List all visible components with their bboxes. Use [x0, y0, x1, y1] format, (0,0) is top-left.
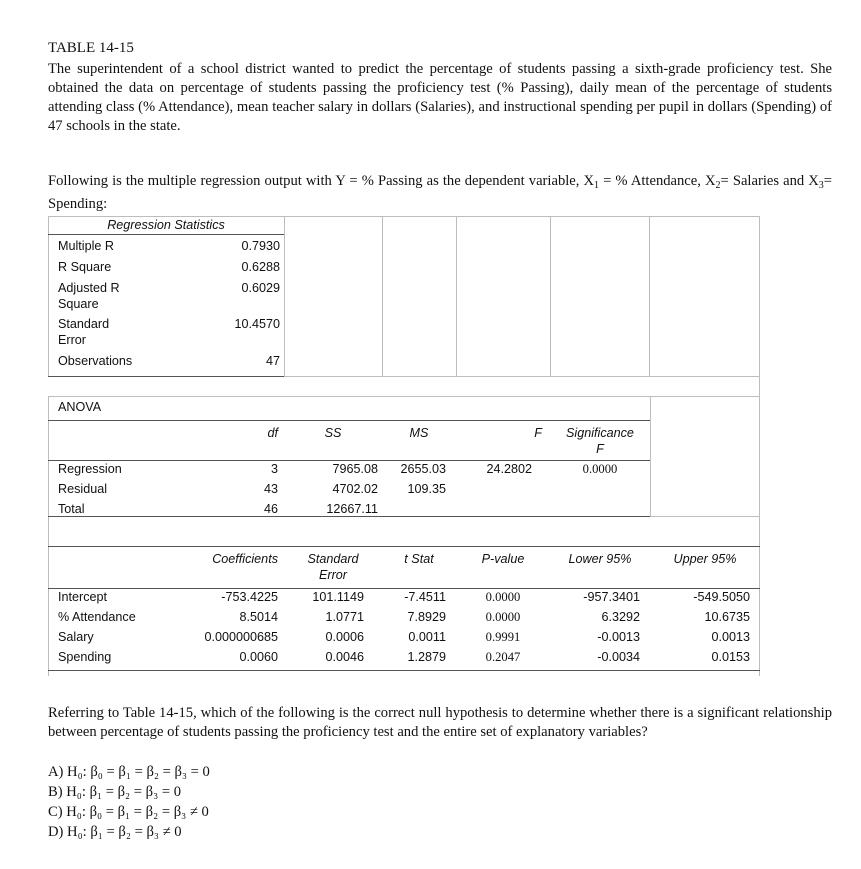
table-title: TABLE 14-15	[48, 40, 134, 56]
anova-df: 46	[263, 502, 278, 516]
note-part2: = % Attendance, X	[599, 173, 716, 189]
option-a[interactable]: A) H₀: β₀ = β₁ = β₂ = β₃ = 0	[48, 764, 210, 780]
coef-lower95: -957.3401	[583, 590, 640, 604]
question-text: Referring to Table 14-15, which of the following is the correct null hypothesis to determine whether there is a significant relationship between percentage of students passing the proficiency test and the entire set of explanatory variables?	[48, 705, 832, 740]
coef-pvalue: 0.0000	[485, 610, 521, 624]
grid-vline	[550, 216, 551, 376]
grid-hline	[650, 516, 760, 517]
regression-output-table	[48, 216, 760, 676]
grid-hline	[48, 460, 650, 461]
coef-pvalue: 0.0000	[485, 590, 521, 604]
reg-stat-label: Adjusted R	[58, 281, 120, 295]
reg-stat-label: R Square	[58, 260, 112, 274]
grid-vline	[650, 396, 651, 516]
anova-f: 24.2802	[486, 462, 532, 476]
anova-header-f: F	[534, 426, 542, 440]
reg-stat-label: Observations	[58, 354, 133, 368]
coef-pvalue: 0.2047	[485, 650, 521, 664]
anova-label: ANOVA	[58, 400, 102, 414]
note-sub1: 1	[594, 180, 600, 191]
intro-paragraph: The superintendent of a school district wanted to predict the percentage of students passing a sixth-grade proficiency test. She obtained the data on percentage of students passing the proficiency test (% Passing), daily mean of the percentage of students attending class (% Attendance), mean teacher salary in dollars (Salaries), and instructional spending per pupil in dollars (Spending) of 47 schools in the state.	[48, 61, 832, 134]
anova-source: Regression	[58, 462, 122, 476]
grid-vline	[456, 216, 457, 376]
coef-se: 0.0046	[325, 650, 364, 664]
reg-stat-label-line2: Error	[58, 333, 86, 347]
grid-vline	[48, 546, 49, 676]
reg-stat-label-line2: Square	[58, 297, 99, 311]
anova-ss: 12667.11	[326, 502, 378, 516]
coef-se: 0.0006	[325, 630, 364, 644]
coef-se: 101.1149	[312, 590, 364, 604]
grid-hline	[48, 670, 760, 671]
coef-value: -753.4225	[221, 590, 278, 604]
option-d[interactable]: D) H₀: β₁ = β₂ = β₃ ≠ 0	[48, 824, 182, 840]
coef-pvalue: 0.9991	[485, 630, 521, 644]
coef-se: 1.0771	[325, 610, 364, 624]
coef-upper95: 0.0153	[711, 650, 750, 664]
grid-hline	[48, 376, 284, 377]
coef-lower95: 6.3292	[601, 610, 640, 624]
grid-hline	[48, 420, 650, 421]
coef-name: Spending	[58, 650, 112, 664]
anova-ss: 4702.02	[332, 482, 378, 496]
note-sub3: 3	[818, 180, 824, 191]
anova-significance: 0.0000	[582, 462, 618, 476]
coef-header-lower95: Lower 95%	[568, 552, 632, 566]
coef-tstat: 0.0011	[408, 630, 446, 644]
coef-upper95: -549.5050	[693, 590, 750, 604]
anova-header-ms: MS	[409, 426, 429, 440]
note-sub2: 2	[715, 180, 721, 191]
anova-df: 43	[263, 482, 278, 496]
coef-tstat: 1.2879	[407, 650, 446, 664]
reg-stat-value: 0.7930	[241, 239, 280, 253]
reg-stat-value: 10.4570	[234, 317, 280, 331]
coef-value: 8.5014	[239, 610, 278, 624]
grid-hline	[48, 546, 760, 547]
coef-upper95: 0.0013	[711, 630, 750, 644]
regression-note	[48, 172, 832, 214]
coef-header-coefficients: Coefficients	[212, 552, 278, 566]
coef-header-pvalue: P-value	[481, 552, 525, 566]
coef-upper95: 10.6735	[704, 610, 750, 624]
reg-stats-header: Regression Statistics	[107, 218, 225, 232]
coef-header-standard: Standard	[307, 552, 359, 566]
coef-name: Salary	[58, 630, 94, 644]
coef-header-error: Error	[319, 568, 347, 582]
anova-header-significance: Significance	[566, 426, 634, 440]
note-part4: = Spending:	[48, 173, 833, 212]
coef-value: 0.000000685	[204, 630, 278, 644]
anova-source: Total	[58, 502, 85, 516]
coef-header-tstat: t Stat	[404, 552, 434, 566]
reg-stat-label: Multiple R	[58, 239, 114, 253]
grid-hline	[48, 588, 760, 589]
grid-vline	[48, 216, 49, 376]
coef-name: Intercept	[58, 590, 108, 604]
grid-hline	[48, 234, 284, 235]
reg-stat-value: 47	[265, 354, 280, 368]
coef-tstat: -7.4511	[404, 590, 446, 604]
option-b[interactable]: B) H₀: β₁ = β₂ = β₃ = 0	[48, 784, 181, 800]
coef-value: 0.0060	[239, 650, 278, 664]
coef-tstat: 7.8929	[407, 610, 446, 624]
anova-header-ss: SS	[324, 426, 342, 440]
option-c[interactable]: C) H₀: β₀ = β₁ = β₂ = β₃ ≠ 0	[48, 804, 209, 820]
anova-ms: 109.35	[407, 482, 446, 496]
coef-header-upper95: Upper 95%	[673, 552, 737, 566]
anova-header-significance-f: F	[596, 442, 604, 456]
anova-header-df: df	[267, 426, 278, 440]
grid-hline	[48, 216, 760, 217]
grid-hline	[284, 376, 760, 377]
reg-stat-label: Standard	[58, 317, 110, 331]
note-part3: = Salaries and X	[720, 173, 819, 189]
grid-vline	[759, 216, 760, 676]
coef-lower95: -0.0034	[597, 650, 640, 664]
grid-vline	[284, 216, 285, 376]
reg-stat-value: 0.6288	[241, 260, 280, 274]
anova-source: Residual	[58, 482, 108, 496]
anova-ss: 7965.08	[332, 462, 378, 476]
anova-df: 3	[270, 462, 278, 476]
grid-vline	[649, 216, 650, 376]
reg-stat-value: 0.6029	[241, 281, 280, 295]
coef-name: % Attendance	[58, 610, 136, 624]
anova-ms: 2655.03	[400, 462, 446, 476]
grid-hline	[48, 396, 760, 397]
note-part1: Following is the multiple regression output with Y = % Passing as the dependent variable, X	[48, 173, 595, 189]
coef-lower95: -0.0013	[597, 630, 640, 644]
grid-vline	[382, 216, 383, 376]
